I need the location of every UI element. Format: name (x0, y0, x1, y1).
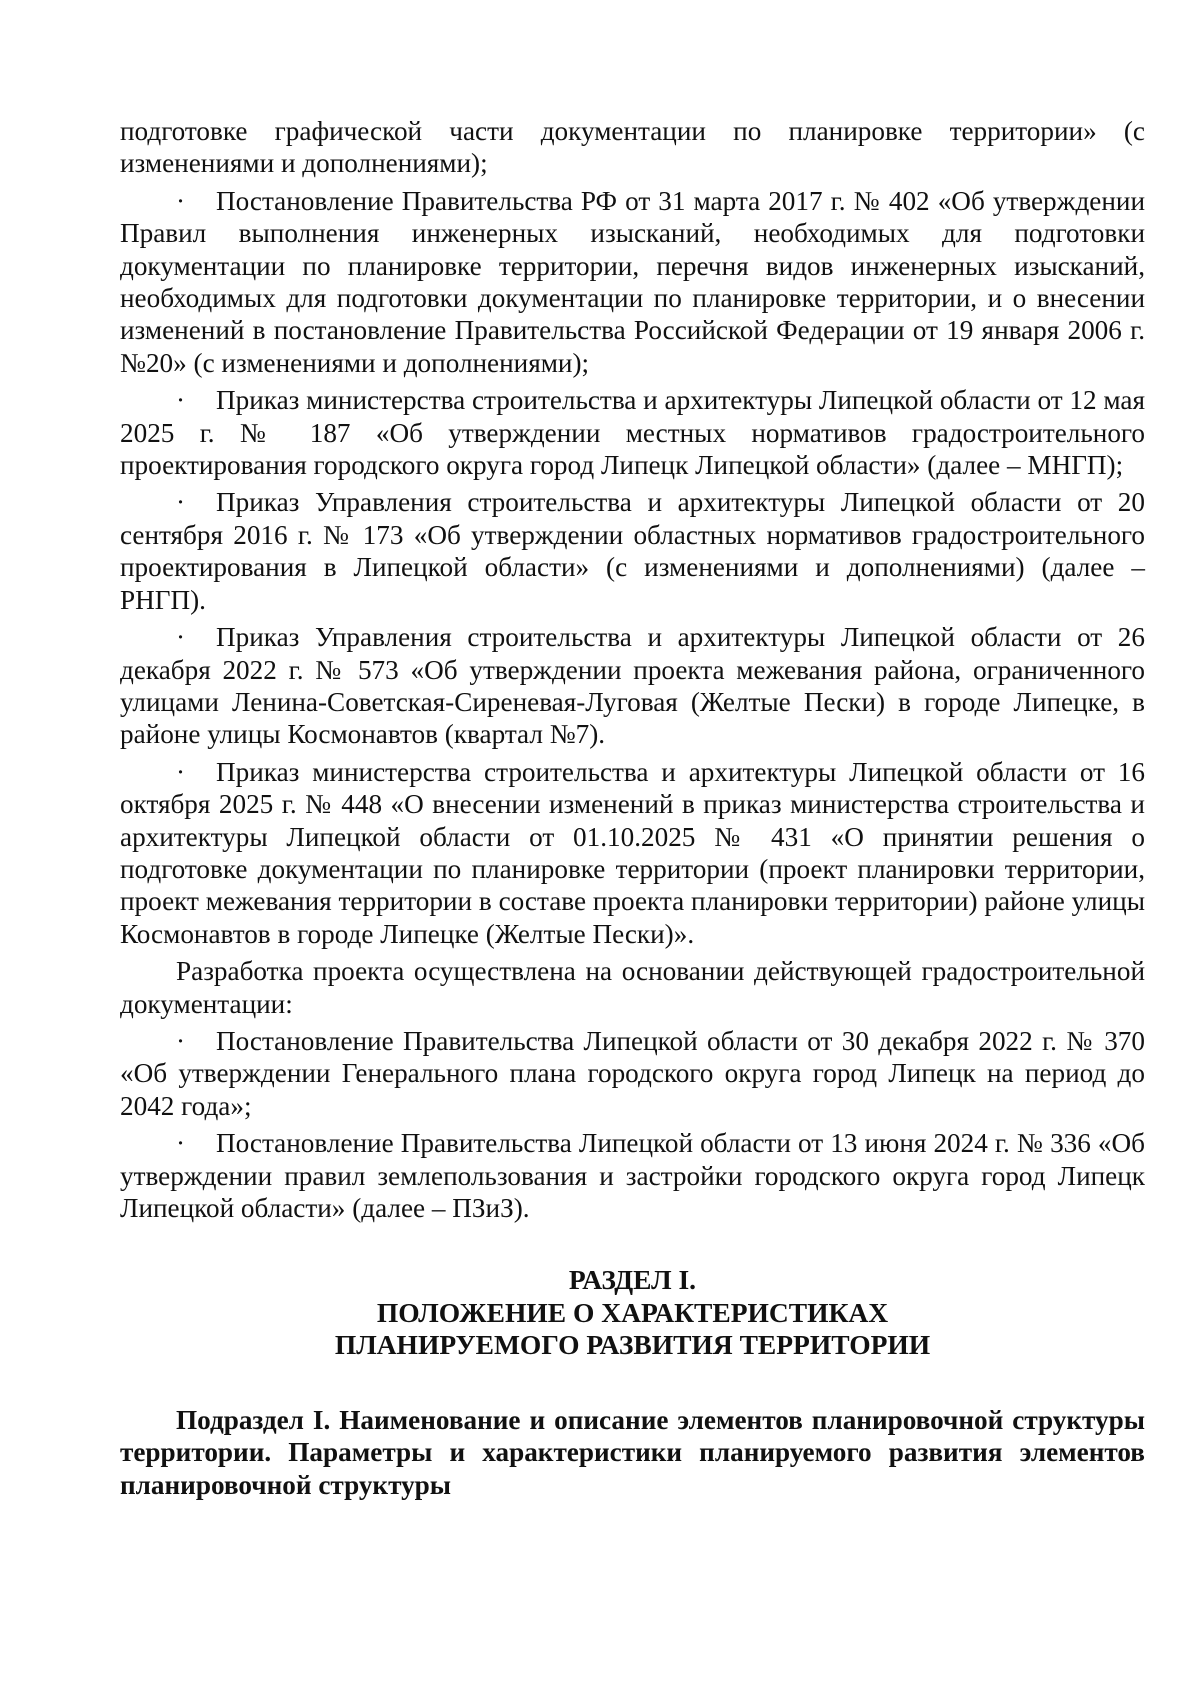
basis-paragraph: Разработка проекта осуществлена на основании действующей градостроительной документации: (120, 956, 1145, 1019)
list-item-text: Приказ Управления строительства и архитектуры Липецкой области от 20 сентября 2016 г. № 173 «Об утверждении областных нормативов градостроительного проектирования в Липецкой области» (с изменениями и дополнениями) (далее – РНГП). (120, 487, 1145, 615)
subsection-heading: Подраздел I. Наименование и описание элементов планировочной структуры территории. Параметры и характеристики планируемого развития элементов планировочной структуры (120, 1404, 1145, 1500)
list-item-text: Постановление Правительства Липецкой области от 13 июня 2024 г. № 336 «Об утверждении правил землепользования и застройки городского округа город Липецк Липецкой области» (далее – ПЗиЗ). (120, 1128, 1145, 1223)
bullet-marker: · (176, 185, 186, 216)
list-item-text: Постановление Правительства РФ от 31 марта 2017 г. № 402 «Об утверждении Правил выполнения инженерных изысканий, необходимых для подготовки документации по планировке территории, перечня видов инженерных изысканий, необходимых для подготовки документации по планировке территории, и о внесении изменений в постановление Правительства Российской Федерации от 19 января 2006 г. №20» (с изменениями и дополнениями); (120, 185, 1145, 378)
bullet-marker: · (176, 1025, 186, 1056)
document-page (120, 115, 1145, 1501)
list-item (120, 1025, 1145, 1122)
list-item (120, 1127, 1145, 1224)
section-title-line-1: ПОЛОЖЕНИЕ О ХАРАКТЕРИСТИКАХ (376, 1296, 889, 1328)
continuation-paragraph: подготовке графической части документации по планировке территории» (с изменениями и дополнениями); (120, 116, 1145, 179)
list-item (120, 384, 1145, 481)
bullet-marker: · (176, 487, 186, 518)
bullet-marker: · (176, 622, 186, 653)
list-item-text: Приказ министерства строительства и архитектуры Липецкой области от 12 мая 2025 г. № 187 «Об утверждении местных нормативов градостроительного проектирования городского округа город Липецк Липецкой области» (далее – МНГП); (120, 385, 1145, 481)
list-item (120, 621, 1145, 751)
list-item (120, 185, 1145, 379)
list-item-text: Приказ Управления строительства и архитектуры Липецкой области от 26 декабря 2022 г. № 573 «Об утверждении проекта межевания района, ограниченного улицами Ленина-Советская-Сиреневая-Луговая (Желтые Пески) в городе Липецке, в районе улицы Космонавтов (квартал №7). (120, 622, 1145, 750)
list-item (120, 486, 1145, 616)
bullet-marker: · (176, 385, 186, 416)
bullet-marker: · (176, 756, 186, 787)
list-item-text: Постановление Правительства Липецкой области от 30 декабря 2022 г. № 370 «Об утверждении Генерального плана городского округа город Липецк на период до 2042 года»; (120, 1025, 1145, 1121)
list-item-text: Приказ министерства строительства и архитектуры Липецкой области от 16 октября 2025 г. № 448 «О внесении изменений в приказ министерства строительства и архитектуры Липецкой области от 01.10.2025 № 431 «О принятии решения о подготовке документации по планировке территории (проект планировки территории, проект межевания территории в составе проекта планировки территории) районе улицы Космонавтов в городе Липецке (Желтые Пески)». (120, 756, 1145, 949)
list-item (120, 756, 1145, 950)
section-title-line-2: ПЛАНИРУЕМОГО РАЗВИТИЯ ТЕРРИТОРИИ (334, 1329, 931, 1361)
bullet-marker: · (176, 1128, 186, 1159)
section-number: РАЗДЕЛ I. (568, 1264, 697, 1296)
section-heading (120, 1264, 1145, 1362)
